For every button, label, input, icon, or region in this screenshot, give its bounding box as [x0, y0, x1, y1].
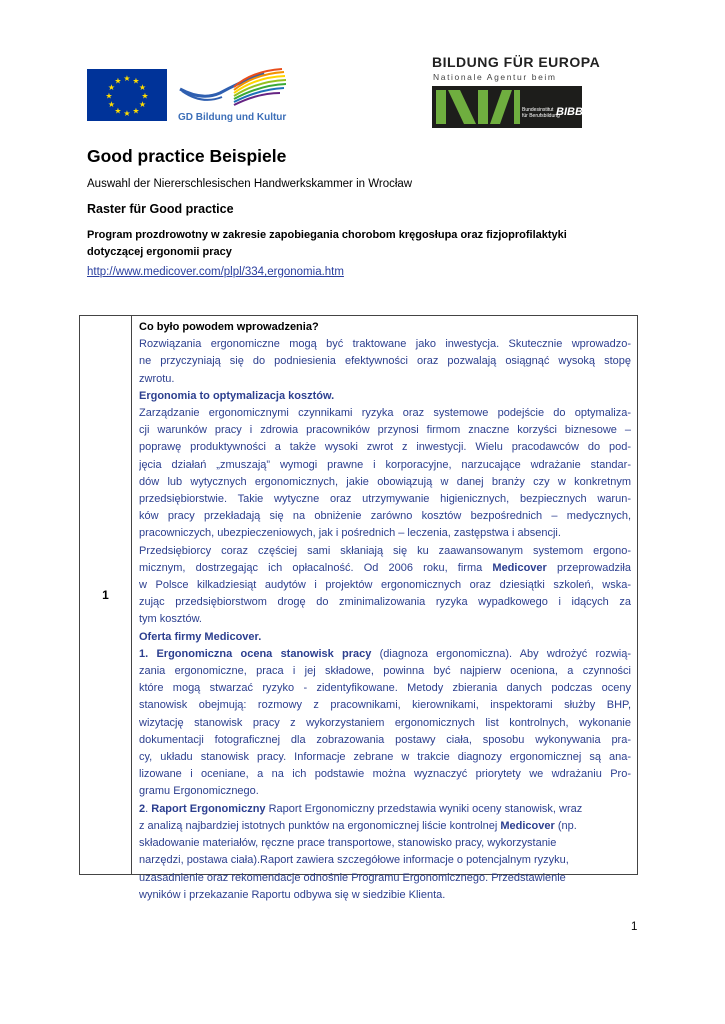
text-line: Zarządzanie ergonomicznymi czynnikami ryzyka oraz systemowe podejście do optymaliza-: [139, 407, 631, 420]
text-line: stanowisk obejmują: rozmowy z pracownikami, kierownikami, inspektorami służby BHP,: [139, 699, 631, 712]
text-line: wyników i przekazanie Raportu odbywa się w siedzibie Klienta.: [139, 888, 446, 901]
text-line: z analizą najbardziej istotnych punktów na ergonomicznej liście kontrolnej Medicover (np.: [139, 819, 577, 832]
section-heading: Oferta firmy Medicover.: [139, 630, 262, 643]
row-content: [139, 319, 631, 904]
row-number: 1: [102, 588, 109, 602]
svg-text:★: ★: [105, 91, 113, 101]
text-line: micznym, dostrzegając ich opłacalność. Od 2006 roku, firma Medicover przeprowadziła: [139, 561, 631, 574]
text-line: narzędzi, postawa ciała).Raport zawiera szczegółowe informacje o potencjalnym ryzyku,: [139, 854, 569, 867]
text-line: cy, układu stanowisk pracy. Informacje zebrane w trakcie diagnozy ergonomicznej są ana-: [139, 751, 631, 764]
text-line: dów lub wytycznych ergonomicznych, jakie obowiązują w danej branży czy w konkretnym: [139, 475, 631, 488]
text-line: lizowane i oceniane, a na ich podstawie można wyznaczyć priorytety we wdrażaniu Pro-: [139, 768, 631, 781]
text-line: ków pracy przekładają się na obniżenie zarówno kosztów bezpośrednich – medycznych,: [139, 510, 631, 523]
text-line: zwrotu.: [139, 372, 175, 385]
svg-text:★: ★: [123, 109, 131, 118]
medicover-link[interactable]: http://www.medicover.com/plpl/334,ergonomia.htm: [87, 266, 344, 278]
raster-heading: Raster für Good practice: [87, 202, 234, 216]
page-title: Good practice Beispiele: [87, 146, 287, 166]
svg-text:★: ★: [138, 83, 147, 92]
text-line: Rozwiązania ergonomiczne mogą być traktowane jako inwestycja. Skutecznie wprowadzo-: [139, 338, 631, 351]
text-line: cji warunków pracy i zdrowia pracowników przynosi firmom znaczne korzyści biznesowe –: [139, 424, 631, 437]
text-line: wizytację stanowisk pracy z wykorzystaniem ergonomicznych list kontrolnych, wykonanie: [139, 716, 631, 729]
nationale-agentur-subtitle: Nationale Agentur beim: [433, 72, 557, 82]
svg-text:★: ★: [123, 74, 131, 83]
text-line: zując przedsiębiorstwom drogę do zminimalizowania ryzyka wypadkowego i idących za: [139, 596, 631, 609]
section-heading: Ergonomia to optymalizacja kosztów.: [139, 389, 335, 402]
text-line: 1. Ergonomiczna ocena stanowisk pracy (diagnoza ergonomiczna). Aby wdrożyć rozwią-: [139, 647, 631, 660]
page-number: 1: [631, 921, 638, 933]
text-line: przedsiębiorstwie. Takie wytyczne oraz utrzymywanie higienicznych, bezpiecznych warun-: [139, 493, 631, 506]
text-line: uzasadnienie oraz rekomendacje odnośnie Programu Ergonomicznego. Przedstawienie: [139, 871, 566, 884]
text-line: Przedsiębiorcy coraz częściej sami skłaniają się ku zaawansowanym systemom ergono-: [139, 544, 631, 557]
text-line: tym kosztów.: [139, 613, 202, 626]
svg-text:★: ★: [132, 76, 140, 86]
text-line: pracowniczych, ubezpieczeniowych, jak i pośrednich – leczenia, zastępstwa i absencji.: [139, 527, 561, 540]
bibb-brand-text: BIBB: [556, 106, 583, 118]
bibb-small-text: Bundesinstitut für Berufsbildung: [522, 107, 560, 119]
gd-logo-text: GD Bildung und Kultur: [178, 112, 287, 123]
text-line: które mogą stwarzać ryzyko - zidentyfikowane. Metody zbierania danych podczas oceny: [139, 682, 631, 695]
svg-text:★: ★: [141, 91, 149, 101]
text-line: zania ergonomiczne, praca i jej składowe, powinna być najpierw oceniona, a czynności: [139, 665, 631, 678]
eu-flag-logo: [87, 69, 167, 121]
bildung-fuer-europa-title: BILDUNG FÜR EUROPA: [432, 54, 601, 70]
page-subtitle: Auswahl der Niererschlesischen Handwerkskammer in Wrocław: [87, 178, 413, 190]
svg-text:★: ★: [132, 106, 140, 116]
text-line: poprawę produktywności a także wysoki zwrot z inwestycji. Wielu pracodawców do pod-: [139, 441, 631, 454]
svg-text:★: ★: [138, 100, 147, 109]
text-line: dokumentacji fotograficznej dla zobrazowania postawy ciała, sposobu wykonywania pra-: [139, 733, 631, 746]
section-heading: Co było powodem wprowadzenia?: [139, 321, 319, 333]
svg-text:★: ★: [107, 83, 116, 92]
text-line: 2. Raport Ergonomiczny Raport Ergonomiczny przedstawia wyniki oceny stanowisk, wraz: [139, 802, 583, 815]
text-line: gramu Ergonomicznego.: [139, 785, 259, 798]
good-practice-table: [79, 315, 638, 901]
text-line: składowanie materiałów, ręczne prace transportowe, stanowisko pracy, wykorzystanie: [139, 837, 557, 850]
svg-text:★: ★: [107, 100, 116, 109]
program-title: Program prozdrowotny w zakresie zapobiegania chorobom kręgosłupa oraz fizjoprofilaktyki dotyczącej ergonomii pracy: [87, 229, 567, 258]
svg-text:★: ★: [114, 76, 122, 86]
svg-text:★: ★: [114, 106, 122, 116]
text-line: jęcia działań „zmuszają” wymogi prawne i korporacyjne, narzucające wdrażanie standar-: [139, 458, 631, 471]
text-line: w Polsce kilkadziesiąt audytów i projektów ergonomicznych oraz dziesiątki szkoleń, wska-: [139, 579, 631, 592]
column-divider: [131, 316, 132, 874]
text-line: ne przyczyniają się do podniesienia efektywności oraz pozwalają osiągnąć wysoką stopę: [139, 355, 631, 368]
